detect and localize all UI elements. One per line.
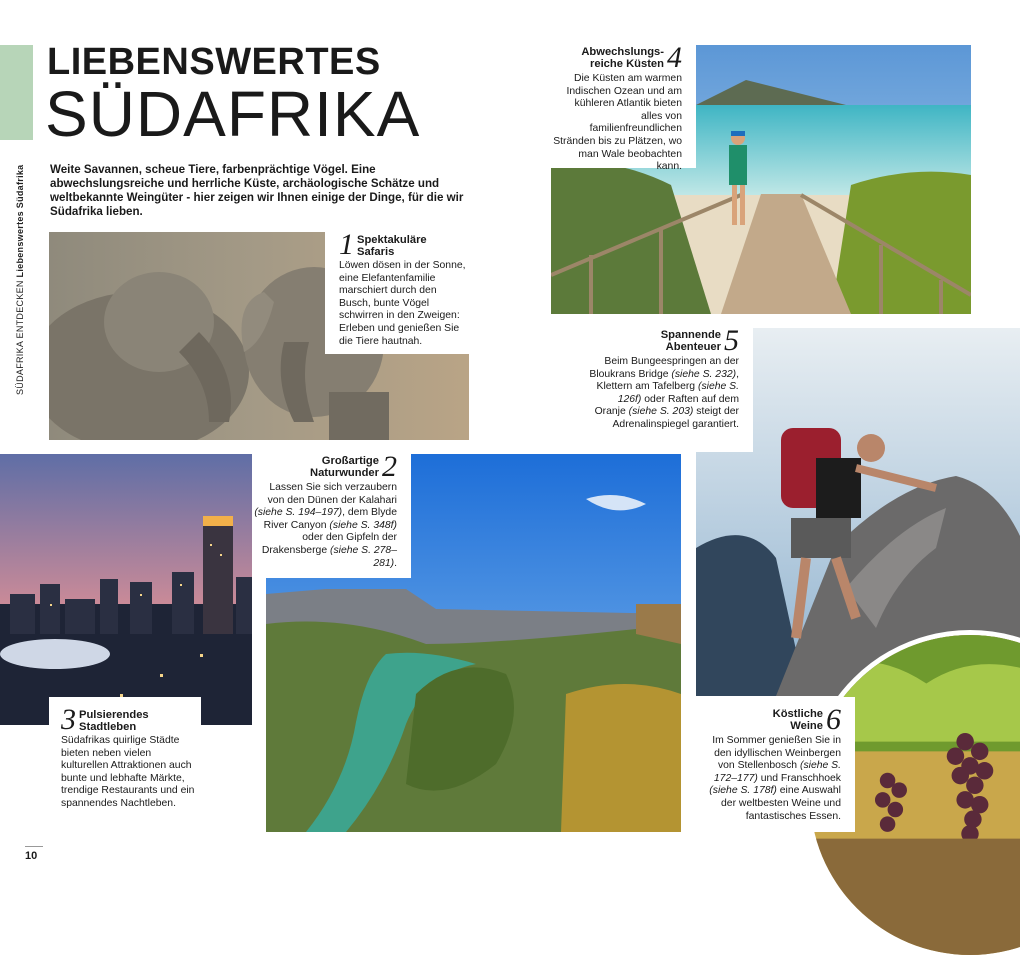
item-heading: Spannende <box>660 329 721 341</box>
intro-text: Weite Savannen, scheue Tiere, farbenprächtige Vögel. Eine abwechslungsreiche und herrliche Küste, archäologische Schätze und weltbekannte Weingüter - hier zeigen wir Ihnen einige der Dinge, für die wir Südafrika lieben. <box>50 163 464 218</box>
item-2-box <box>252 450 411 578</box>
item-text: Im Sommer genießen Sie in den idyllischen Weinbergen von Stellenbosch (siehe S. 172–177) und Franschhoek (siehe S. 178f) eine Auswahl der weltbesten Weine und fantastisches Essen. <box>709 735 841 822</box>
item-heading: Abenteuer <box>665 341 721 353</box>
item-text: Beim Bungeespringen an der Bloukrans Bridge (siehe S. 232), Klettern am Tafelberg (siehe S. 126f) oder Raften auf dem Oranje (siehe S. 203) steigt der Adrenalinspiegel garantiert. <box>589 356 739 430</box>
item-text: Löwen dösen in der Sonne, eine Elefantenfamilie marschiert durch den Busch, bunte Vögel schwirren in den Zweigen: Erleben und genießen Sie die Tiere hautnah. <box>339 260 466 347</box>
running-head <box>15 165 25 396</box>
item-heading: Weine <box>790 720 823 732</box>
item-heading: Naturwunder <box>310 467 379 479</box>
item-6-box <box>697 697 855 832</box>
item-heading: reiche Küsten <box>590 58 664 70</box>
item-number: 5 <box>724 324 739 357</box>
item-number: 6 <box>826 703 841 736</box>
item-text: Lassen Sie sich verzaubern von den Dünen der Kalahari (siehe S. 194–197), dem Blyde River Canyon (siehe S. 348f) oder den Gipfeln der Drakensberge (siehe S. 278–281). <box>254 482 397 569</box>
item-heading: Pulsierendes <box>79 709 149 721</box>
item-heading: Abwechslungs- <box>581 46 664 58</box>
item-number: 3 <box>61 703 76 736</box>
item-3-box <box>49 697 201 815</box>
page-number-rule <box>25 846 43 847</box>
item-number: 4 <box>667 41 682 74</box>
item-heading: Stadtleben <box>79 721 137 733</box>
item-4-box <box>551 41 696 173</box>
item-heading: Großartige <box>321 455 379 467</box>
city-photo <box>0 454 252 725</box>
item-heading: Safaris <box>357 246 395 258</box>
page-title-line2: SÜDAFRIKA <box>45 78 421 150</box>
item-text: Die Küsten am warmen Indischen Ozean und am kühleren Atlantik bieten alles von familienfreundlichen Stränden bis zu Plätzen, wo man Wale beobachten kann. <box>553 73 682 173</box>
section-title: Liebenswertes Südafrika <box>15 164 25 278</box>
item-heading: Köstliche <box>772 708 823 720</box>
item-number: 2 <box>382 450 397 483</box>
item-5-box <box>585 324 753 452</box>
section-label: SÜDAFRIKA ENTDECKEN <box>15 280 25 395</box>
section-color-tab <box>0 45 33 140</box>
item-heading: Spektakuläre <box>357 234 427 246</box>
item-number: 1 <box>339 228 354 261</box>
item-1-box <box>325 228 469 354</box>
page-title-line1: LIEBENSWERTES <box>47 41 381 83</box>
page-number: 10 <box>25 850 38 862</box>
item-text: Südafrikas quirlige Städte bieten neben vielen kulturellen Attraktionen auch bunte und lebhafte Märkte, trendige Restaurants und ein spannendes Nachtleben. <box>61 735 195 809</box>
